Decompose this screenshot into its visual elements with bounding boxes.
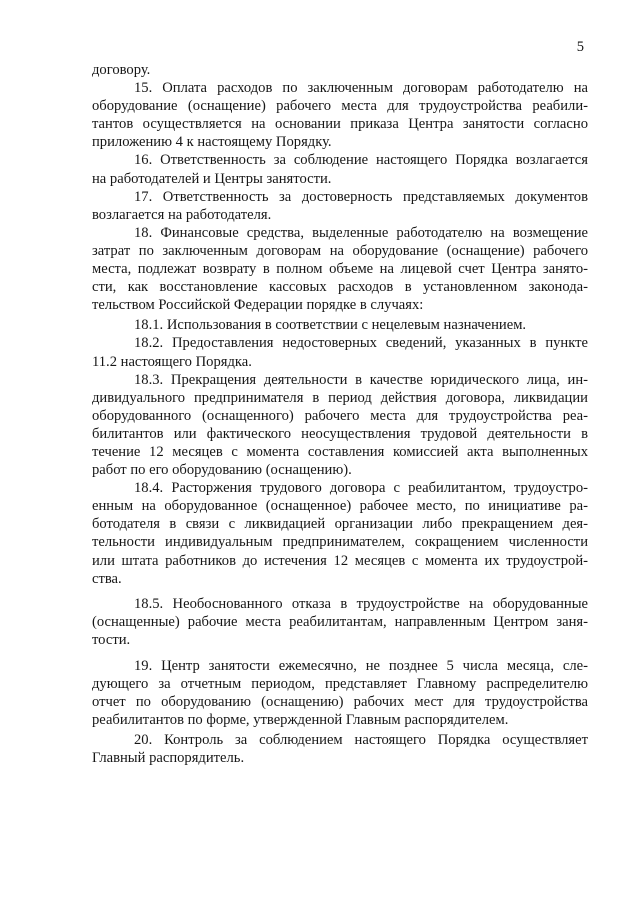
text-line: возлагается на работодателя. — [92, 206, 272, 223]
text-line: тантов осуществляется на основании приказа Центра занятости согласно — [92, 116, 588, 133]
paragraph-gap — [92, 588, 588, 595]
text-line: на работодателей и Центры занятости. — [92, 170, 332, 187]
text-line: тельности индивидуальным предпринимателем, сокращением численности — [92, 534, 588, 551]
text-line: тости. — [92, 631, 131, 648]
text-line: 20. Контроль за соблюдением настоящего Порядка осуществляет — [134, 732, 588, 749]
text-line: места, подлежат возврату в полном объеме на лицевой счет Центра занято- — [92, 261, 588, 278]
text-line: тельством Российской Федерации порядке в случаях: — [92, 297, 424, 314]
paragraph — [92, 151, 588, 187]
text-line: или штата работников до истечения 12 месяцев с момента их трудоустрой- — [92, 552, 588, 569]
text-line: билитантов или фактического неосуществления трудовой деятельности в — [92, 425, 588, 442]
text-line: 18.2. Предоставления недостоверных сведений, указанных в пункте — [134, 335, 588, 352]
paragraph — [92, 79, 588, 151]
text-line: 18.4. Расторжения трудового договора с реабилитантом, трудоустро- — [134, 480, 588, 497]
text-line: 18.1. Использования в соответствии с нецелевым назначением. — [134, 317, 527, 334]
text-line: оборудованного (оснащенного) рабочего места для трудоустройства реа- — [92, 407, 588, 424]
text-line: 16. Ответственность за соблюдение настоящего Порядка возлагается — [134, 152, 588, 169]
text-line: течение 12 месяцев с момента составления комиссией акта выполненных — [92, 443, 588, 460]
paragraph — [92, 371, 588, 480]
paragraph — [92, 731, 588, 767]
text-line: договору. — [92, 62, 151, 78]
paragraph — [92, 61, 588, 79]
text-line: 11.2 настоящего Порядка. — [92, 353, 252, 370]
text-line: сти, как восстановление кассовых расходов в установленном законода- — [92, 279, 588, 296]
text-line: отчет по оборудованию (оснащению) рабочих мест для трудоустройства — [92, 694, 588, 711]
text-line: ботодателя в связи с ликвидацией организации либо прекращением дея- — [92, 516, 588, 533]
text-line: реабилитантов по форме, утвержденной Главным распорядителем. — [92, 712, 509, 729]
text-line: 17. Ответственность за достоверность представляемых документов — [134, 188, 588, 205]
text-line: Главный распорядитель. — [92, 750, 245, 767]
paragraph-gap — [92, 649, 588, 657]
text-line: работ по его оборудованию (оснащению). — [92, 462, 352, 479]
text-line: дивидуального предпринимателя в период действия договора, ликвидации — [92, 389, 588, 406]
paragraph — [92, 224, 588, 314]
paragraph — [92, 479, 588, 588]
paragraph — [92, 657, 588, 729]
paragraph — [92, 316, 588, 334]
text-line: 18.5. Необоснованного отказа в трудоустройстве на оборудованные — [134, 595, 588, 612]
text-line: 15. Оплата расходов по заключенным договорам работодателю на — [134, 80, 588, 97]
text-line: 18.3. Прекращения деятельности в качестве юридического лица, ин- — [134, 371, 588, 388]
page-number: 5 — [576, 39, 584, 55]
paragraph — [92, 188, 588, 224]
text-line: енным на оборудованное (оснащенное) рабочее место, по инициативе ра- — [92, 498, 588, 515]
text-line: оборудование (оснащение) рабочего места для трудоустройства реабили- — [92, 98, 588, 115]
text-line: ства. — [92, 570, 122, 587]
text-line: 19. Центр занятости ежемесячно, не позднее 5 числа месяца, сле- — [134, 658, 588, 674]
paragraph — [92, 595, 588, 649]
text-line: 18. Финансовые средства, выделенные работодателю на возмещение — [134, 224, 588, 241]
document-body — [92, 61, 588, 768]
text-line: приложению 4 к настоящему Порядку. — [92, 134, 332, 151]
text-line: (оснащенные) рабочие места реабилитантам, направленным Центром заня- — [92, 613, 588, 630]
text-line: затрат по заключенным договорам на оборудование (оснащение) рабочего — [92, 242, 588, 259]
paragraph — [92, 334, 588, 370]
text-line: дующего за отчетным периодом, представляет Главному распределителю — [92, 676, 588, 693]
